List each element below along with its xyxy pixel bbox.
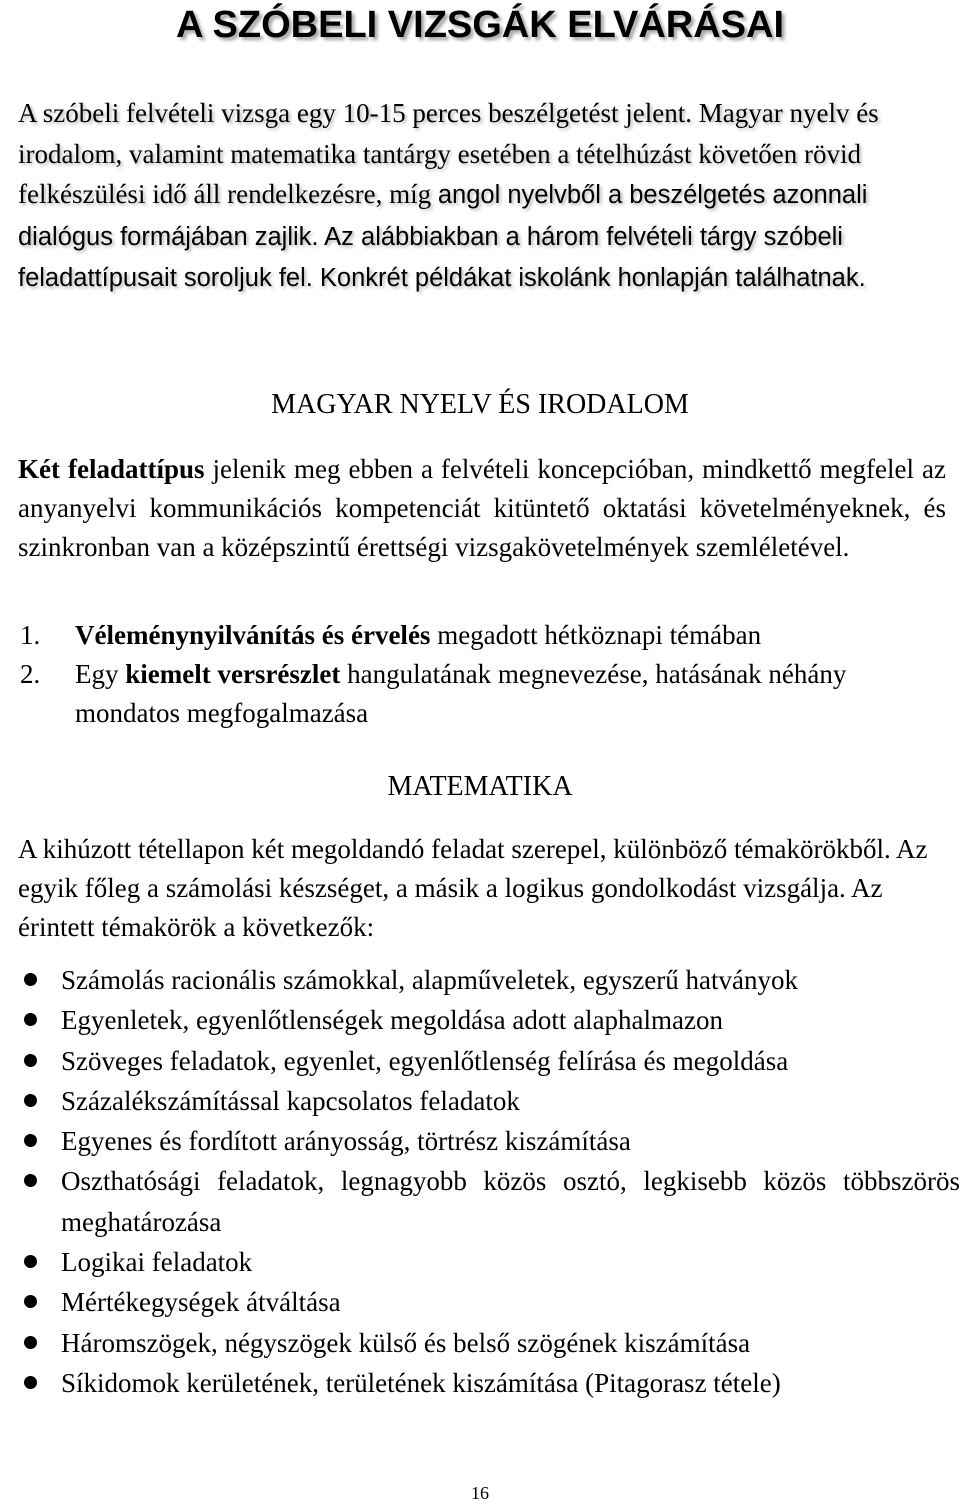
list-item [20, 1282, 960, 1322]
list-item [20, 1323, 960, 1363]
bullet-icon [24, 1295, 37, 1308]
page-title: A SZÓBELI VIZSGÁK ELVÁRÁSAI [175, 4, 785, 46]
topic-text: Oszthatósági feladatok, legnagyobb közös osztó, legkisebb közös többszörös meghatározása [61, 1166, 960, 1237]
section-heading-math: MATEMATIKA [387, 771, 573, 802]
math-paragraph: A kihúzott tétellapon két megoldandó feladat szerepel, különböző témakörökből. Az egyik főleg a számolási készséget, a másik a logikus gondolkodást vizsgálja. Az érintett témakörök a következők: [18, 834, 928, 942]
intro-paragraph [18, 93, 948, 299]
topic-text: Mértékegységek átváltása [61, 1287, 341, 1318]
list-item [18, 616, 946, 655]
topic-text: Egyenletek, egyenlőtlenségek megoldása adott alaphalmazon [61, 1005, 724, 1036]
bullet-icon [24, 1174, 37, 1187]
bullet-icon [24, 1134, 37, 1147]
list-item [20, 1041, 960, 1081]
bullet-icon [24, 1013, 37, 1026]
list-item-text: megadott hétköznapi témában [430, 620, 762, 650]
bullet-icon [24, 1336, 37, 1349]
page-number: 16 [471, 1483, 489, 1503]
topic-text: Háromszögek, négyszögek külső és belső szögének kiszámítása [61, 1327, 751, 1358]
list-item-bold: kiemelt versrészlet [125, 659, 341, 689]
section-heading-hungarian: MAGYAR NYELV ÉS IRODALOM [271, 389, 689, 420]
hungarian-task-list [18, 616, 946, 733]
bullet-icon [24, 1094, 37, 1107]
list-number: 2. [20, 659, 41, 689]
topic-text: Szöveges feladatok, egyenlet, egyenlőtlenség felírása és megoldása [61, 1045, 789, 1076]
bullet-icon [24, 973, 37, 986]
list-number: 1. [20, 620, 41, 650]
list-item [20, 1363, 960, 1403]
intro-text-serif: A szóbeli felvételi vizsga egy 10-15 perces beszélgetést jelent. Magyar nyelv és irodalom, valamint matematika tantárgy esetében a tételhúzást követően rövid felkészülési idő áll rendelkezésre, míg [18, 98, 879, 209]
topic-text: Síkidomok kerületének, területének kiszámítása (Pitagorasz tétele) [61, 1367, 781, 1398]
topic-text: Százalékszámítással kapcsolatos feladatok [61, 1085, 520, 1116]
list-item [20, 1081, 960, 1121]
list-item [20, 1121, 960, 1161]
bullet-icon [24, 1376, 37, 1389]
topic-text: Egyenes és fordított arányosság, törtrész kiszámítása [61, 1126, 631, 1157]
hungarian-paragraph-bold: Két feladattípus [18, 454, 205, 484]
list-item-prefix: Egy [75, 659, 126, 689]
intro-text-sans: angol nyelvből a beszélgetés azonnali dialógus formájában zajlik. Az alábbiakban a három felvételi tárgy szóbeli feladattípusait soroljuk fel. Konkrét példákat iskolánk honlapján találhatnak. [18, 181, 868, 292]
bullet-icon [24, 1255, 37, 1268]
math-topic-list [20, 960, 960, 1403]
bullet-icon [24, 1054, 37, 1067]
list-item-text: hangulatának megnevezése, hatásának néhány mondatos megfogalmazása [75, 659, 847, 728]
topic-text: Számolás racionális számokkal, alapműveletek, egyszerű hatványok [61, 965, 798, 995]
list-item-bold: Véleménynyilvánítás és érvelés [75, 620, 431, 650]
list-item [20, 1000, 960, 1040]
list-item [20, 960, 960, 1000]
list-item [18, 655, 946, 733]
hungarian-paragraph [18, 450, 946, 567]
list-item [20, 1161, 960, 1242]
list-item [20, 1242, 960, 1282]
topic-text: Logikai feladatok [61, 1247, 253, 1278]
hungarian-paragraph-text: jelenik meg ebben a felvételi koncepcióban, mindkettő megfelel az anyanyelvi kommunikációs kompetenciát kitüntető oktatási követelményeknek, és szinkronban van a középszintű érettségi vizsgakövetelmények szemléletével. [18, 454, 946, 562]
